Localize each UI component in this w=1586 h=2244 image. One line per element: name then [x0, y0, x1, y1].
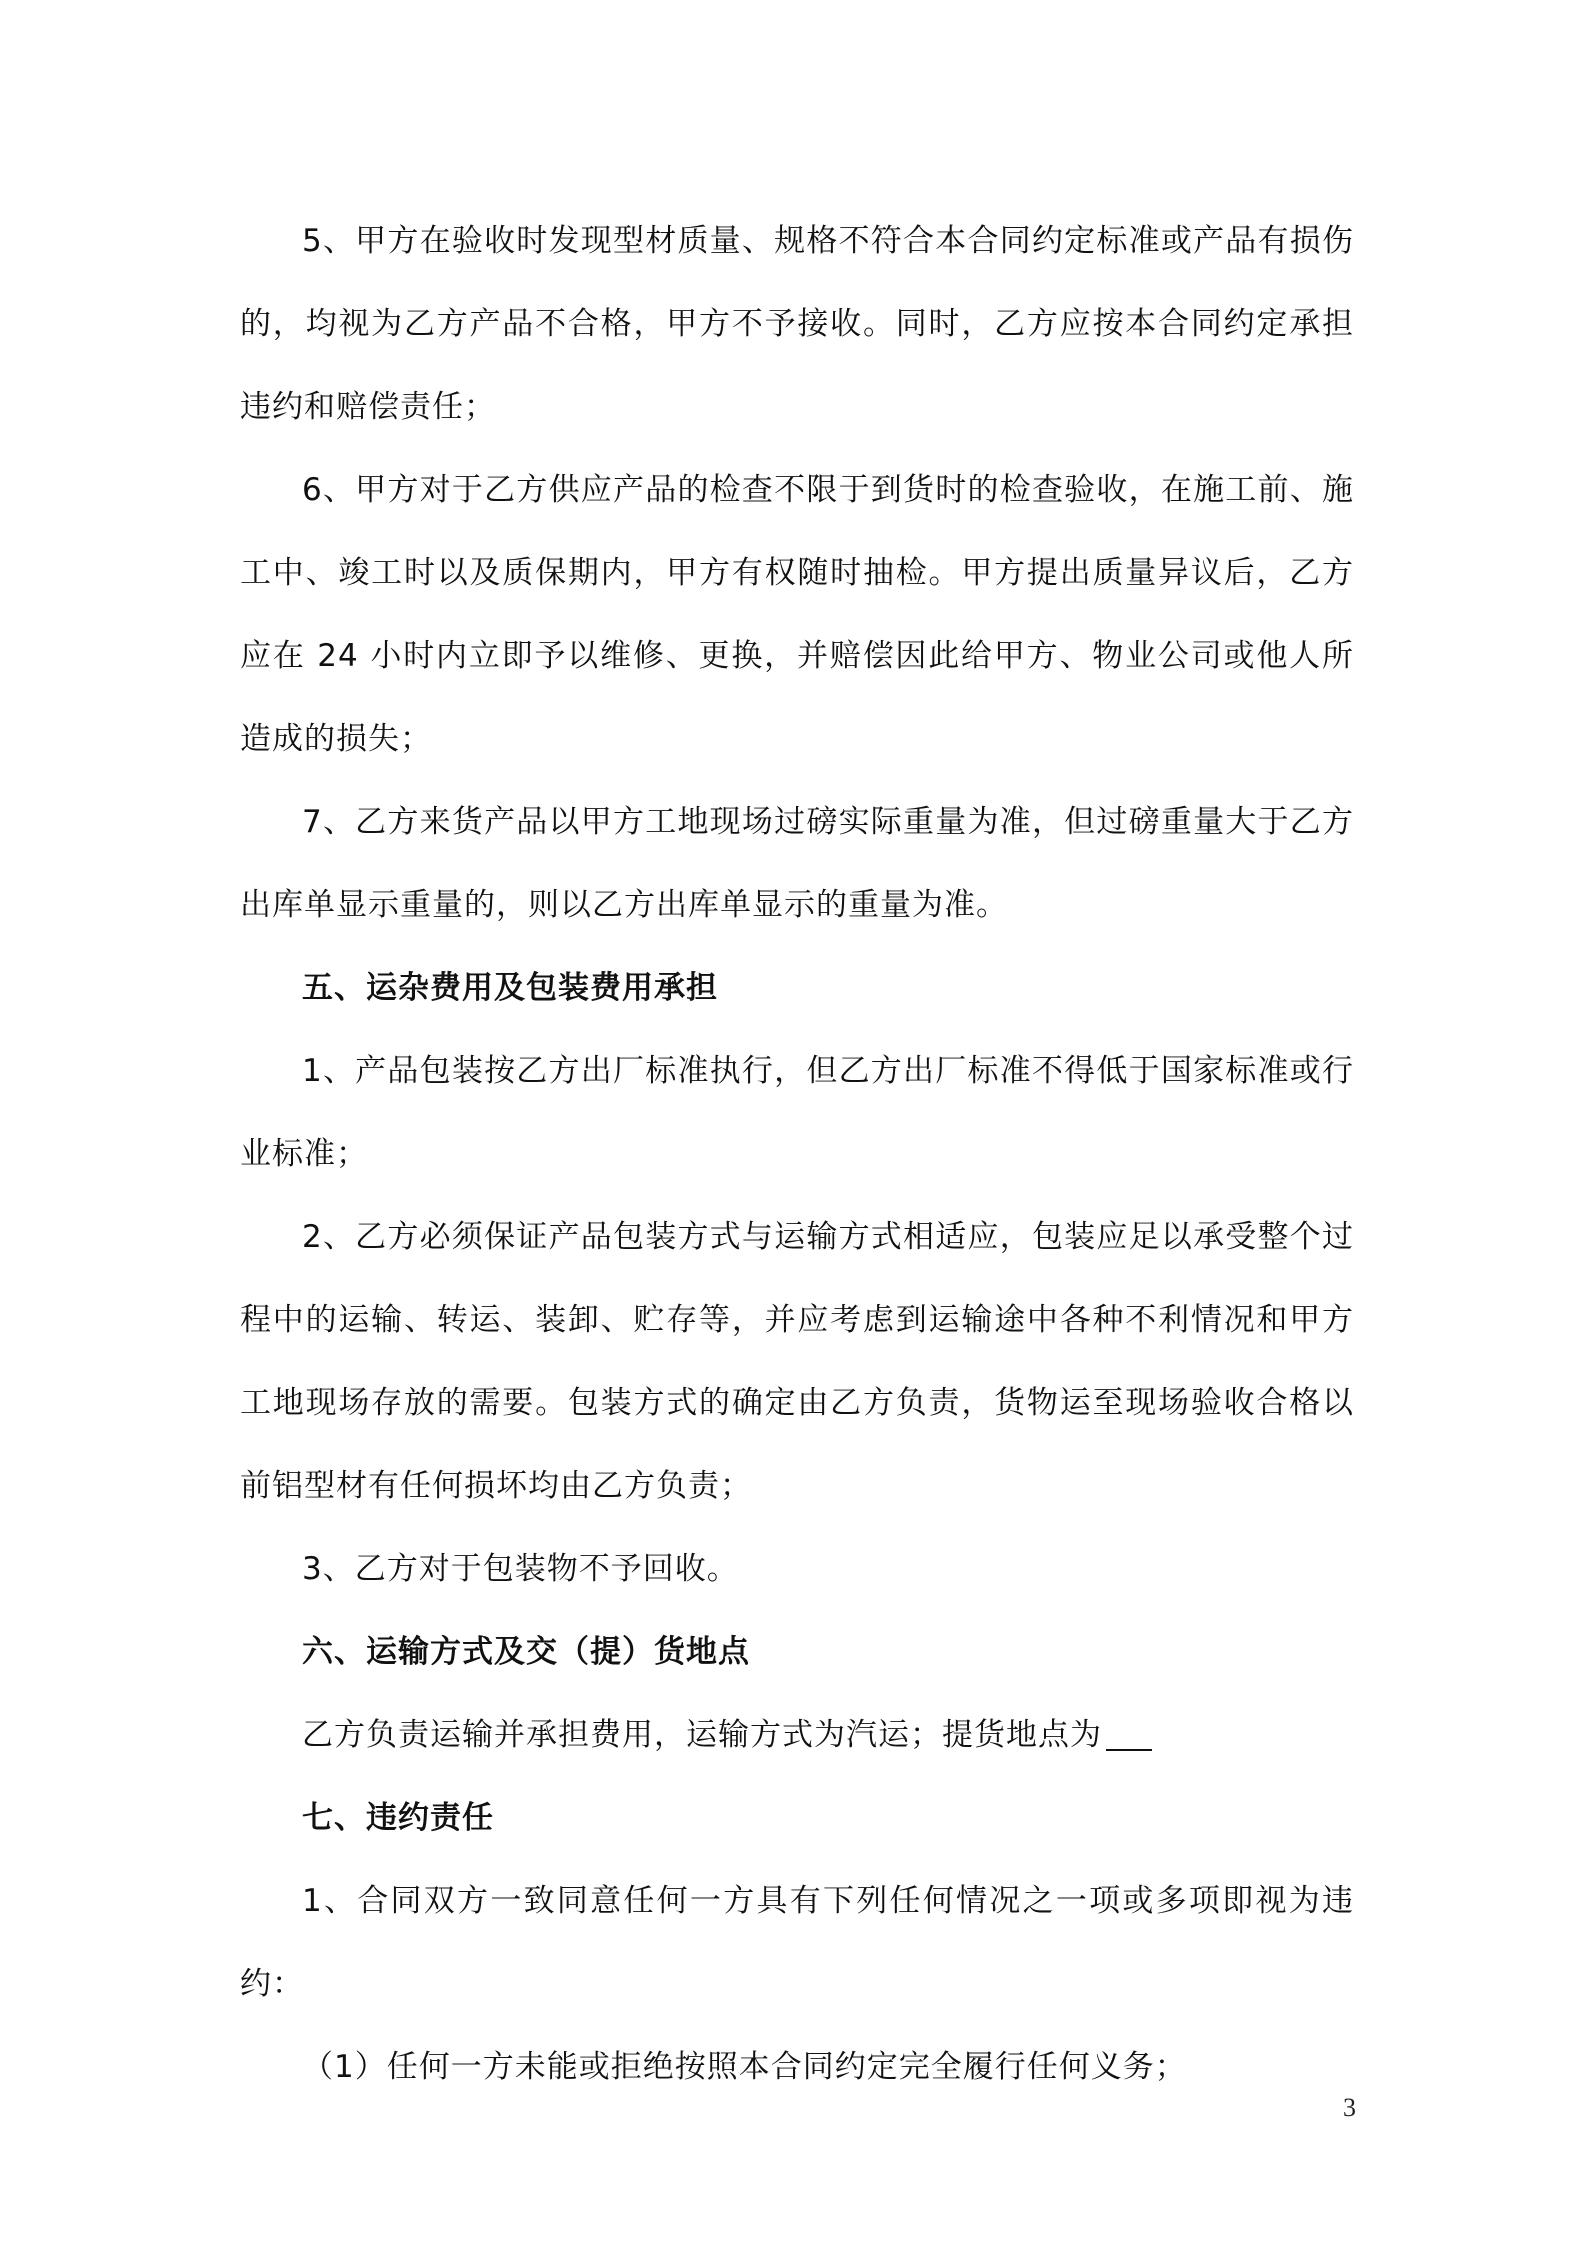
document-body	[240, 200, 1354, 2109]
page-number: 3	[1343, 2093, 1356, 2122]
section-7-heading: 七、违约责任	[302, 1800, 494, 1836]
section-5-item-1: 1、产品包装按乙方出厂标准执行，但乙方出厂标准不得低于国家标准或行业标准；	[240, 1053, 1354, 1172]
section-7-sub-item-1: （1）任何一方未能或拒绝按照本合同约定完全履行任何义务；	[302, 2049, 1187, 2085]
clause-5: 5、甲方在验收时发现型材质量、规格不符合本合同约定标准或产品有损伤的，均视为乙方产品不合格，甲方不予接收。同时，乙方应按本合同约定承担违约和赔偿责任；	[240, 223, 1354, 425]
clause-7: 7、乙方来货产品以甲方工地现场过磅实际重量为准，但过磅重量大于乙方出库单显示重量的，则以乙方出库单显示的重量为准。	[240, 804, 1354, 923]
section-6-text	[240, 1694, 1354, 1777]
section-6-sentence: 乙方负责运输并承担费用，运输方式为汽运；提货地点为	[302, 1717, 1102, 1753]
pickup-location-blank	[1106, 1719, 1152, 1751]
section-6-heading: 六、运输方式及交（提）货地点	[302, 1634, 750, 1670]
section-5-item-3: 3、乙方对于包装物不予回收。	[302, 1551, 739, 1587]
section-7-item-1: 1、合同双方一致同意任何一方具有下列任何情况之一项或多项即视为违约：	[240, 1883, 1354, 2002]
section-5-heading: 五、运杂费用及包装费用承担	[302, 970, 718, 1006]
section-5-item-2: 2、乙方必须保证产品包装方式与运输方式相适应，包装应足以承受整个过程中的运输、转运、装卸、贮存等，并应考虑到运输途中各种不利情况和甲方工地现场存放的需要。包装方式的确定由乙方负责，货物运至现场验收合格以前铝型材有任何损坏均由乙方负责；	[240, 1219, 1354, 1504]
clause-6: 6、甲方对于乙方供应产品的检查不限于到货时的检查验收，在施工前、施工中、竣工时以及质保期内，甲方有权随时抽检。甲方提出质量异议后，乙方应在 24 小时内立即予以维修、更换，并赔偿因此给甲方、物业公司或他人所造成的损失；	[240, 472, 1354, 757]
